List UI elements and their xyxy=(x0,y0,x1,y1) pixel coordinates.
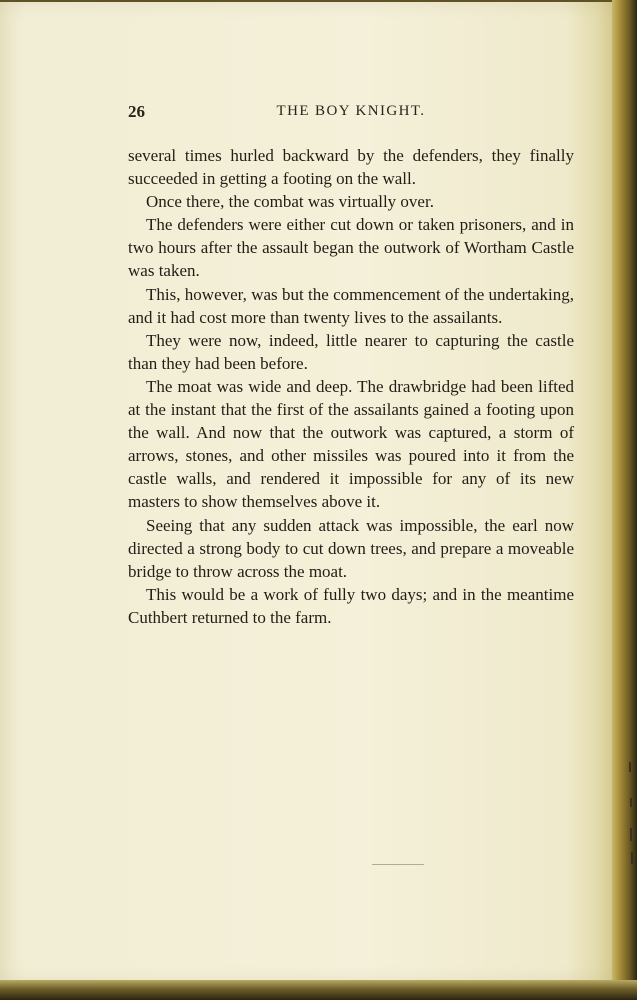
end-rule xyxy=(372,864,424,865)
margin-speck xyxy=(629,762,631,772)
paragraph: The defenders were either cut down or taken prisoners, and in two hours after the assault began the outwork of Wortham Castle was taken. xyxy=(128,215,574,281)
paragraph: This would be a work of fully two days; and in the meantime Cuthbert returned to the farm. xyxy=(128,584,574,627)
margin-speck xyxy=(631,852,633,864)
paragraph: Seeing that any sudden attack was impossible, the earl now directed a strong body to cut down trees, and prepare a moveable bridge to throw across the moat. xyxy=(128,515,574,581)
body-text xyxy=(128,144,574,629)
running-head xyxy=(128,102,574,128)
page-right-edge xyxy=(612,0,637,1000)
page-paper xyxy=(0,2,614,982)
margin-speck xyxy=(630,798,632,807)
paragraph: several times hurled backward by the defenders, they finally succeeded in getting a footing on the wall. xyxy=(128,146,574,189)
page-bottom-edge xyxy=(0,980,637,1000)
page-number: 26 xyxy=(128,102,145,121)
margin-speck xyxy=(630,828,632,841)
paragraph: This, however, was but the commencement of the undertaking, and it had cost more than twenty lives to the assailants. xyxy=(128,284,574,327)
running-title: THE BOY KNIGHT. xyxy=(276,103,426,119)
paragraph: Once there, the combat was virtually over. xyxy=(146,192,434,212)
paragraph: They were now, indeed, little nearer to capturing the castle than they had been before. xyxy=(128,330,574,373)
paragraph: The moat was wide and deep. The drawbridge had been lifted at the instant that the first of the assailants gained a footing upon the wall. And now that the outwork was captured, a storm of arrows, stones, and other missiles was poured into it from the castle walls, and rendered it impossible for any of its new masters to show themselves above it. xyxy=(128,376,574,512)
